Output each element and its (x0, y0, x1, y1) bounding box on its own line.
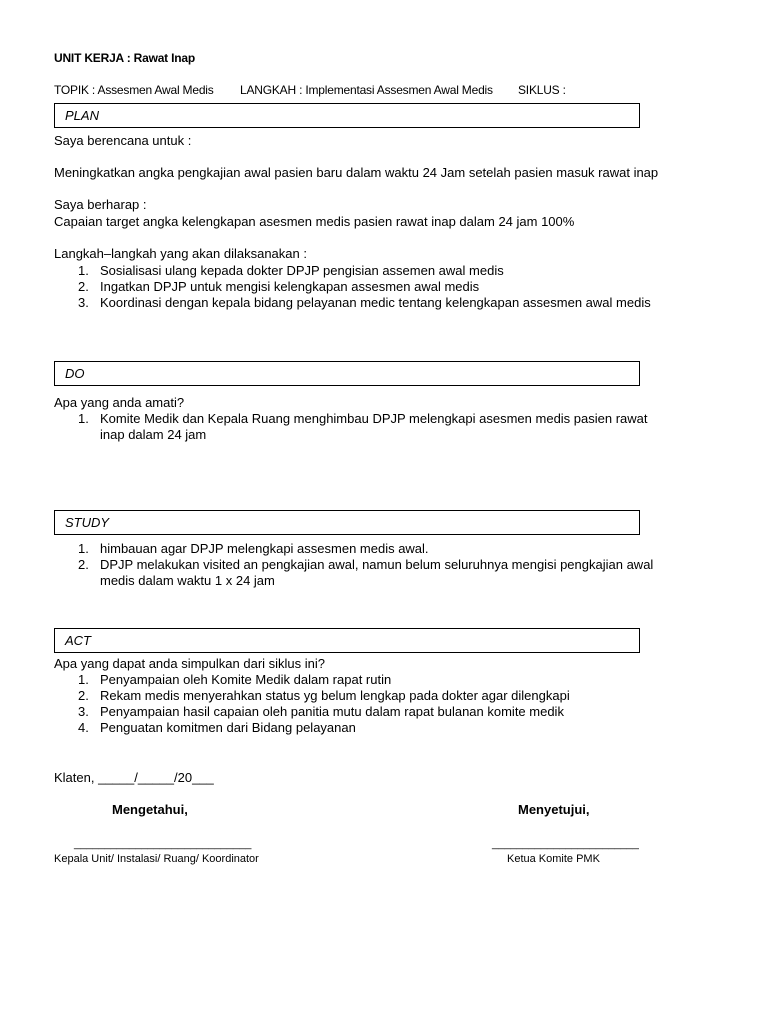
list-text: Koordinasi dengan kepala bidang pelayanan medic tentang kelengkapan assesmen awal medis (100, 295, 651, 310)
list-text: Penyampaian oleh Komite Medik dalam rapat rutin (100, 672, 392, 687)
list-item (54, 279, 720, 295)
act-list (54, 672, 720, 736)
do-heading: DO (65, 366, 85, 381)
list-item (54, 263, 720, 279)
list-number: 1. (78, 672, 89, 687)
list-text: himbauan agar DPJP melengkapi assesmen medis awal. (100, 541, 429, 556)
right-signer-role: Ketua Komite PMK (507, 853, 600, 865)
study-heading: STUDY (65, 515, 110, 530)
list-text: Penyampaian hasil capaian oleh panitia mutu dalam rapat bulanan komite medik (100, 704, 564, 719)
list-number: 3. (78, 704, 89, 719)
act-heading-box (54, 628, 640, 653)
list-number: 4. (78, 720, 89, 735)
plan-hope-label: Saya berharap : (54, 197, 147, 212)
list-item (54, 720, 720, 736)
right-signer-title: Menyetujui, (518, 802, 590, 817)
plan-goal: Meningkatkan angka pengkajian awal pasien baru dalam waktu 24 Jam setelah pasien masuk rawat inap (54, 165, 659, 180)
plan-steps-label: Langkah–langkah yang akan dilaksanakan : (54, 246, 307, 261)
do-heading-box (54, 361, 640, 386)
plan-intro: Saya berencana untuk : (54, 133, 192, 148)
list-text: Komite Medik dan Kepala Ruang menghimbau DPJP melengkapi asesmen medis pasien rawat inap dalam 24 jam (100, 411, 648, 442)
list-number: 1. (78, 541, 89, 556)
left-signer-role: Kepala Unit/ Instalasi/ Ruang/ Koordinator (54, 853, 259, 865)
list-item (54, 672, 720, 688)
list-item (54, 704, 720, 720)
plan-heading-box (54, 103, 640, 128)
siklus: SIKLUS : (518, 83, 566, 97)
plan-heading: PLAN (65, 108, 99, 123)
topik: TOPIK : Assesmen Awal Medis (54, 83, 214, 97)
list-item (54, 557, 660, 589)
list-text: DPJP melakukan visited an pengkajian awal, namun belum seluruhnya mengisi pengkajian awal medis dalam waktu 1 x 24 jam (100, 557, 654, 588)
list-item (54, 295, 720, 311)
left-signer-title: Mengetahui, (112, 802, 188, 817)
list-text: Penguatan komitmen dari Bidang pelayanan (100, 720, 356, 735)
list-number: 2. (78, 557, 89, 572)
left-signature-line: _____________________________ (74, 838, 252, 850)
act-heading: ACT (65, 633, 91, 648)
list-text: Ingatkan DPJP untuk mengisi kelengkapan assesmen awal medis (100, 279, 480, 294)
list-number: 1. (78, 411, 89, 426)
list-text: Rekam medis menyerahkan status yg belum lengkap pada dokter agar dilengkapi (100, 688, 570, 703)
list-item (54, 688, 720, 704)
list-text: Sosialisasi ulang kepada dokter DPJP pengisian assemen awal medis (100, 263, 504, 278)
do-question: Apa yang anda amati? (54, 395, 185, 410)
langkah: LANGKAH : Implementasi Assesmen Awal Medis (240, 83, 493, 97)
plan-steps-list (54, 263, 720, 311)
list-number: 1. (78, 263, 89, 278)
plan-hope: Capaian target angka kelengkapan asesmen medis pasien rawat inap dalam 24 jam 100% (54, 214, 575, 229)
list-item (54, 541, 720, 557)
list-item (54, 411, 660, 443)
right-signature-line: ________________________ (492, 838, 639, 850)
list-number: 2. (78, 279, 89, 294)
place-date: Klaten, _____/_____/20___ (54, 770, 214, 785)
study-heading-box (54, 510, 640, 535)
list-number: 3. (78, 295, 89, 310)
do-list (54, 411, 660, 443)
study-list (54, 541, 720, 589)
unit-kerja: UNIT KERJA : Rawat Inap (54, 51, 195, 65)
list-number: 2. (78, 688, 89, 703)
act-question: Apa yang dapat anda simpulkan dari siklus ini? (54, 656, 326, 671)
